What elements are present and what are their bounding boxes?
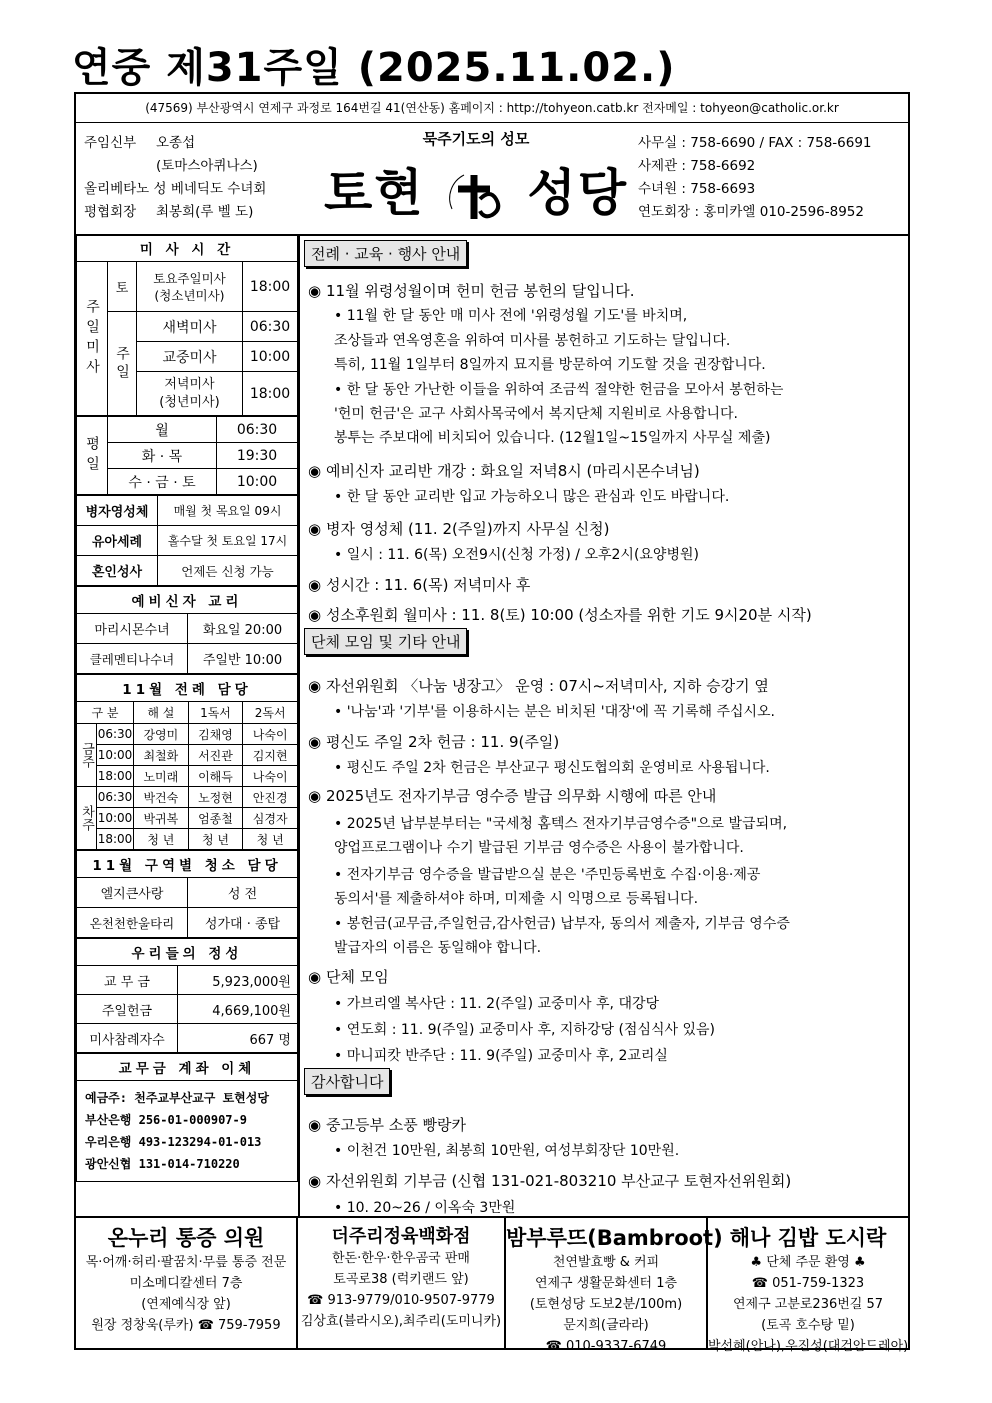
this-week-label: 금주 — [77, 724, 97, 787]
liturgy-cell: 나숙이 — [243, 766, 298, 787]
announcement-detail — [334, 304, 687, 328]
target-bullet-icon: ◉ — [308, 520, 322, 538]
weekday-day: 월 — [108, 417, 217, 443]
announcement-text: • 10. 20~26 / 이옥숙 3만원 — [334, 1200, 516, 1216]
announcement-item — [308, 1170, 791, 1191]
weekday-time: 10:00 — [217, 469, 298, 495]
sacrament-value: 매월 첫 목요일 09시 — [158, 496, 298, 526]
announcement-text: 발급자의 이름은 동일해야 합니다. — [334, 940, 542, 956]
sat-mass-name: 토요주일미사 (청소년미사) — [137, 262, 243, 312]
ad-line: ☎ 913-9779/010-9507-9779 — [307, 1293, 495, 1308]
main-mass-name: 교중미사 — [137, 342, 243, 372]
target-bullet-icon: ◉ — [308, 1172, 322, 1190]
weekday-day: 수 · 금 · 토 — [108, 469, 217, 495]
offering-label: 교 무 금 — [77, 966, 178, 995]
target-bullet-icon: ◉ — [308, 606, 322, 624]
page-title: 연중 제31주일 (2025.11.02.) — [72, 45, 676, 91]
church-name-part1: 토현 — [323, 163, 425, 222]
announcement-text: 단체 모임 — [326, 968, 389, 986]
announcement-item — [308, 675, 769, 696]
announcement-text: 11월 위령성월이며 헌미 헌금 봉헌의 달입니다. — [326, 282, 635, 300]
ad-line: ☎ 010-9337-6749 — [545, 1339, 667, 1354]
announcement-item — [308, 1114, 466, 1135]
announcement-detail — [334, 992, 659, 1016]
account-number: 우리은행 493-123294-01-013 — [85, 1135, 262, 1149]
next-week-label: 차주 — [77, 787, 97, 850]
offering-value: 4,669,100원 — [178, 995, 298, 1024]
liturgy-head: 1독서 — [188, 702, 243, 724]
liturgy-cell: 최철화 — [134, 745, 189, 766]
weekday-mass-table — [76, 416, 298, 495]
yeondo-leader: 연도회장 : 홍미카엘 010-2596-8952 — [638, 204, 864, 220]
account-box — [77, 1081, 298, 1182]
announcement-item — [308, 574, 530, 595]
liturgy-cell: 06:30 — [97, 787, 134, 808]
sunday-mass-label: 주일미사 — [77, 262, 108, 416]
mass-schedule-table — [76, 234, 298, 416]
pastor-baptism-row — [84, 155, 266, 178]
announcements — [300, 234, 908, 1216]
liturgy-cell: 나숙이 — [243, 724, 298, 745]
ad-line: (토곡 호수탕 밑) — [761, 1318, 855, 1333]
announcement-item — [308, 460, 700, 481]
catechumen-title: 예비신자 교리 — [77, 587, 298, 614]
council-name: 최봉희(루 벨 도) — [156, 204, 254, 220]
liturgy-cell: 강영미 — [134, 724, 189, 745]
announcement-detail — [334, 543, 699, 567]
offering-label: 미사참례자수 — [77, 1024, 178, 1053]
liturgy-cell: 박귀복 — [134, 808, 189, 829]
announcement-detail — [334, 402, 738, 426]
ad-line: 한돈·한우·한우곰국 판매 — [332, 1251, 470, 1266]
section-liturgy-events: 전례 · 교육 · 행사 안내 — [304, 240, 467, 267]
announcement-item — [308, 604, 812, 625]
liturgy-head: 구 분 — [77, 702, 134, 724]
ad-line: 원장 정창욱(루카) ☎ 759-7959 — [91, 1318, 281, 1333]
target-bullet-icon: ◉ — [308, 733, 322, 751]
account-number: 광안신협 131-014-710220 — [85, 1157, 240, 1171]
target-bullet-icon: ◉ — [308, 677, 322, 695]
announcement-detail — [334, 887, 698, 911]
cleaning-area: 성 전 — [188, 878, 298, 908]
announcement-detail — [334, 700, 775, 724]
announcement-detail — [334, 936, 541, 960]
liturgy-table — [76, 674, 298, 850]
announcement-text: 양업프로그램이나 수기 발급된 기부금 영수증은 사용이 불가합니다. — [334, 840, 744, 856]
liturgy-head: 2독서 — [243, 702, 298, 724]
target-bullet-icon: ◉ — [308, 968, 322, 986]
ad-line: 박선혜(안나),우진성(대건안드레아) — [708, 1339, 909, 1354]
announcement-detail — [334, 836, 744, 860]
announcement-text: 자선위원회 기부금 (신협 131-021-803210 부산교구 토현자선위원회) — [326, 1172, 792, 1190]
cleaning-table — [76, 850, 298, 938]
section-groups-etc: 단체 모임 및 기타 안내 — [304, 628, 467, 655]
announcement-text: '헌미 헌금'은 교구 사회사목국에서 복지단체 지원비로 사용합니다. — [334, 406, 738, 422]
announcement-detail — [334, 353, 766, 377]
pastor-baptism-name: (토마스아퀴나스) — [156, 158, 258, 174]
announcement-text: 예비신자 교리반 개강 : 화요일 저녁8시 (마리시몬수녀님) — [326, 462, 700, 480]
announcement-text: 2025년도 전자기부금 영수증 발급 의무화 시행에 따른 안내 — [326, 787, 717, 805]
liturgy-head: 해 설 — [134, 702, 189, 724]
church-name-part2: 성당 — [527, 163, 629, 222]
pastor-row — [84, 132, 266, 155]
announcement-text: 평신도 주일 2차 헌금 : 11. 9(주일) — [326, 733, 560, 751]
sacrament-label: 혼인성사 — [77, 556, 158, 586]
contact-info — [638, 132, 872, 224]
catechumen-time: 주일반 10:00 — [188, 644, 298, 674]
convent-phone: 수녀원 : 758-6693 — [638, 181, 756, 197]
cleaning-title: 11월 구역별 청소 담당 — [77, 851, 298, 878]
ad-line: ☎ 051-759-1323 — [751, 1276, 865, 1291]
cleaning-district: 엘지큰사랑 — [77, 878, 188, 908]
main-mass-time: 10:00 — [243, 342, 298, 372]
rectory-phone: 사제관 : 758-6692 — [638, 158, 756, 174]
clergy-info — [84, 132, 266, 224]
liturgy-cell: 청 년 — [243, 829, 298, 850]
ad-line: 연제구 고분로236번길 57 — [732, 1297, 884, 1312]
account-title: 교무금 계좌 이체 — [77, 1054, 298, 1081]
target-bullet-icon: ◉ — [308, 282, 322, 300]
bulletin-frame — [74, 92, 910, 1354]
liturgy-cell: 청 년 — [134, 829, 189, 850]
dawn-mass-time: 06:30 — [243, 312, 298, 342]
cleaning-area: 성가대 · 종탑 — [188, 908, 298, 938]
offering-value: 5,923,000원 — [178, 966, 298, 995]
announcement-item — [308, 731, 559, 752]
pastor-name: 오종섭 — [156, 135, 196, 151]
ad-line: 천연발효빵 & 커피 — [552, 1255, 660, 1270]
offering-label: 주일헌금 — [77, 995, 178, 1024]
catechumen-teacher: 마리시몬수녀 — [77, 614, 188, 644]
sacrament-value: 언제든 신청 가능 — [158, 556, 298, 586]
liturgy-cell: 10:00 — [97, 745, 134, 766]
sat-mass-time: 18:00 — [243, 262, 298, 312]
council-row — [84, 201, 266, 224]
advertisements — [76, 1216, 909, 1354]
announcement-item — [308, 280, 635, 301]
announcement-text: 성소후원회 월미사 : 11. 8(토) 10:00 (성소자를 위한 기도 9시20분 시작) — [326, 606, 812, 624]
announcement-detail — [334, 329, 730, 353]
announcement-text: • 11월 한 달 동안 매 미사 전에 '위령성월 기도'를 바치며, — [334, 308, 688, 324]
ad-title: 온누리 통증 의원 — [107, 1226, 265, 1250]
sacrament-label: 병자영성체 — [77, 496, 158, 526]
catechumen-time: 화요일 20:00 — [188, 614, 298, 644]
liturgy-cell: 노정현 — [188, 787, 243, 808]
announcement-text: • 봉헌금(교무금,주일헌금,감사헌금) 납부자, 동의서 제출자, 기부금 영수증 — [334, 916, 790, 932]
announcement-detail — [334, 1139, 679, 1163]
liturgy-cell: 박건숙 — [134, 787, 189, 808]
weekday-time: 19:30 — [217, 443, 298, 469]
announcement-text: • 연도회 : 11. 9(주일) 교중미사 후, 지하강당 (점심식사 있음) — [334, 1022, 715, 1038]
announcement-text: • 한 달 동안 교리반 입교 가능하오니 많은 관심과 인도 바랍니다. — [334, 489, 730, 505]
ad-line: ♣ 단체 주문 환영 ♣ — [750, 1255, 866, 1270]
announcement-text: • 평신도 주일 2차 헌금은 부산교구 평신도협의회 운영비로 사용됩니다. — [334, 760, 770, 776]
account-number: 부산은행 256-01-000907-9 — [85, 1113, 247, 1127]
motto: 묵주기도의 성모 — [422, 130, 530, 148]
announcement-text: • 마니피캇 반주단 : 11. 9(주일) 교중미사 후, 2교리실 — [334, 1048, 668, 1064]
ad-block — [76, 1218, 298, 1350]
ad-line: (토현성당 도보2분/100m) — [529, 1297, 683, 1312]
ad-line: 목·어깨·허리·팔꿈치·무릎 통증 전문 — [85, 1255, 287, 1270]
announcement-text: • 한 달 동안 가난한 이들을 위하여 조금씩 절약한 헌금을 모아서 봉헌하는 — [334, 382, 784, 398]
announcement-text: 병자 영성체 (11. 2(주일)까지 사무실 신청) — [326, 520, 610, 538]
account-holder: 예금주: 천주교부산교구 토현성당 — [85, 1091, 269, 1105]
announcement-item — [308, 785, 716, 806]
weekday-time: 06:30 — [217, 417, 298, 443]
sun-label: 주일 — [108, 312, 137, 416]
announcement-detail — [334, 1044, 668, 1068]
sacraments-table — [76, 495, 298, 586]
liturgy-cell: 심경자 — [243, 808, 298, 829]
liturgy-cell: 서진관 — [188, 745, 243, 766]
liturgy-title: 11월 전례 담당 — [77, 675, 298, 702]
announcement-detail — [334, 812, 787, 836]
announcement-text: 특히, 11월 1일부터 8일까지 묘지를 방문하여 기도할 것을 권장합니다. — [334, 357, 766, 373]
announcement-text: • 전자기부금 영수증을 발급받으실 분은 '주민등록번호 수집·이용·제공 — [334, 867, 761, 883]
cleaning-district: 온천천한울타리 — [77, 908, 188, 938]
ad-block — [298, 1218, 506, 1350]
liturgy-cell: 안진경 — [243, 787, 298, 808]
announcement-detail — [334, 426, 770, 450]
announcement-text: • 2025년 납부분부터는 "국세청 홈텍스 전자기부금영수증"으로 발급되며, — [334, 816, 788, 832]
address-bar: (47569) 부산광역시 연제구 과정로 164번길 41(연산동) 홈페이지 : http://tohyeon.catb.kr 전자메일 : tohyeon@catholic.or.kr — [76, 94, 908, 123]
weekday-label: 평일 — [77, 417, 108, 495]
announcement-text: • 이천건 10만원, 최봉희 10만원, 여성부회장단 10만원. — [334, 1143, 680, 1159]
liturgy-cell: 18:00 — [97, 829, 134, 850]
evening-mass-time: 18:00 — [243, 372, 298, 416]
liturgy-cell: 김채영 — [188, 724, 243, 745]
announcement-text: 동의서'를 제출하셔야 하며, 미제출 시 익명으로 등록됩니다. — [334, 891, 699, 907]
sidebar — [76, 234, 300, 1216]
target-bullet-icon: ◉ — [308, 462, 322, 480]
liturgy-cell: 엄종철 — [188, 808, 243, 829]
liturgy-cell: 이해득 — [188, 766, 243, 787]
church-logo-icon — [444, 169, 508, 225]
announcement-detail — [334, 1018, 715, 1042]
announcement-text: 성시간 : 11. 6(목) 저녁미사 후 — [326, 576, 531, 594]
announcement-text: 중고등부 소풍 빵랑카 — [326, 1116, 466, 1134]
target-bullet-icon: ◉ — [308, 1116, 322, 1134]
offering-table — [76, 938, 298, 1053]
pastor-label: 주임신부 — [84, 135, 137, 151]
sacrament-value: 홀수달 첫 토요일 17시 — [158, 526, 298, 556]
sacrament-label: 유아세례 — [77, 526, 158, 556]
ad-title: 더주리정육백화점 — [331, 1226, 471, 1247]
announcement-detail — [334, 485, 729, 509]
offering-value: 667 명 — [178, 1024, 298, 1053]
catechumen-table — [76, 586, 298, 674]
ad-line: 미소메디칼센터 7층 — [129, 1276, 243, 1291]
liturgy-cell: 청 년 — [188, 829, 243, 850]
announcement-text: • 가브리엘 복사단 : 11. 2(주일) 교중미사 후, 대강당 — [334, 996, 660, 1012]
offering-title: 우리들의 정성 — [77, 939, 298, 966]
announcement-text: • 일시 : 11. 6(목) 오전9시(신청 가정) / 오후2시(요양병원) — [334, 547, 699, 563]
council-label: 평협회장 — [84, 204, 137, 220]
sisters-row: 올리베타노 성 베네딕도 수녀회 — [84, 181, 267, 197]
mass-title: 미 사 시 간 — [77, 235, 298, 262]
announcement-text: 조상들과 연옥영혼을 위하여 미사를 봉헌하고 기도하는 달입니다. — [334, 333, 731, 349]
announcement-text: 봉투는 주보대에 비치되어 있습니다. (12월1일~15일까지 사무실 제출) — [334, 430, 771, 446]
evening-mass-name: 저녁미사 (청년미사) — [137, 372, 243, 416]
ad-title: 밤부루뜨(Bambroot) — [506, 1226, 723, 1250]
target-bullet-icon: ◉ — [308, 787, 322, 805]
ad-line: 문지희(글라라) — [563, 1318, 649, 1333]
announcement-detail — [334, 378, 783, 402]
sat-label: 토 — [108, 262, 137, 312]
section-thanks: 감사합니다 — [304, 1068, 390, 1095]
account-table — [76, 1053, 298, 1182]
dawn-mass-name: 새벽미사 — [137, 312, 243, 342]
liturgy-cell: 10:00 — [97, 808, 134, 829]
ad-block — [708, 1218, 909, 1354]
ad-line: 김상효(블라시오),최주리(도미니카) — [300, 1314, 502, 1329]
church-title-block — [316, 126, 636, 230]
announcement-detail — [334, 912, 790, 936]
ad-line: 연제구 생활문화센터 1층 — [534, 1276, 678, 1291]
catechumen-teacher: 클레멘티나수녀 — [77, 644, 188, 674]
office-phone: 사무실 : 758-6690 / FAX : 758-6691 — [638, 135, 872, 151]
ad-block — [506, 1218, 723, 1354]
announcement-detail — [334, 863, 760, 887]
announcement-detail — [334, 756, 770, 780]
announcement-text: 자선위원회 〈나눔 냉장고〉 운영 : 07시~저녁미사, 지하 승강기 옆 — [326, 677, 769, 695]
ad-line: 토곡로38 (럭키랜드 앞) — [333, 1272, 469, 1287]
ad-title: 해나 김밥 도시락 — [729, 1226, 887, 1250]
liturgy-cell: 노미래 — [134, 766, 189, 787]
announcement-item — [308, 518, 610, 539]
liturgy-cell: 김지현 — [243, 745, 298, 766]
weekday-day: 화 · 목 — [108, 443, 217, 469]
target-bullet-icon: ◉ — [308, 576, 322, 594]
church-header — [76, 122, 908, 236]
liturgy-cell: 18:00 — [97, 766, 134, 787]
liturgy-cell: 06:30 — [97, 724, 134, 745]
church-name — [316, 153, 636, 225]
ad-line: (연제예식장 앞) — [141, 1297, 231, 1312]
announcement-item — [308, 966, 389, 987]
announcement-text: • '나눔'과 '기부'를 이용하시는 분은 비치된 '대장'에 꼭 기록해 주십시오. — [334, 704, 775, 720]
